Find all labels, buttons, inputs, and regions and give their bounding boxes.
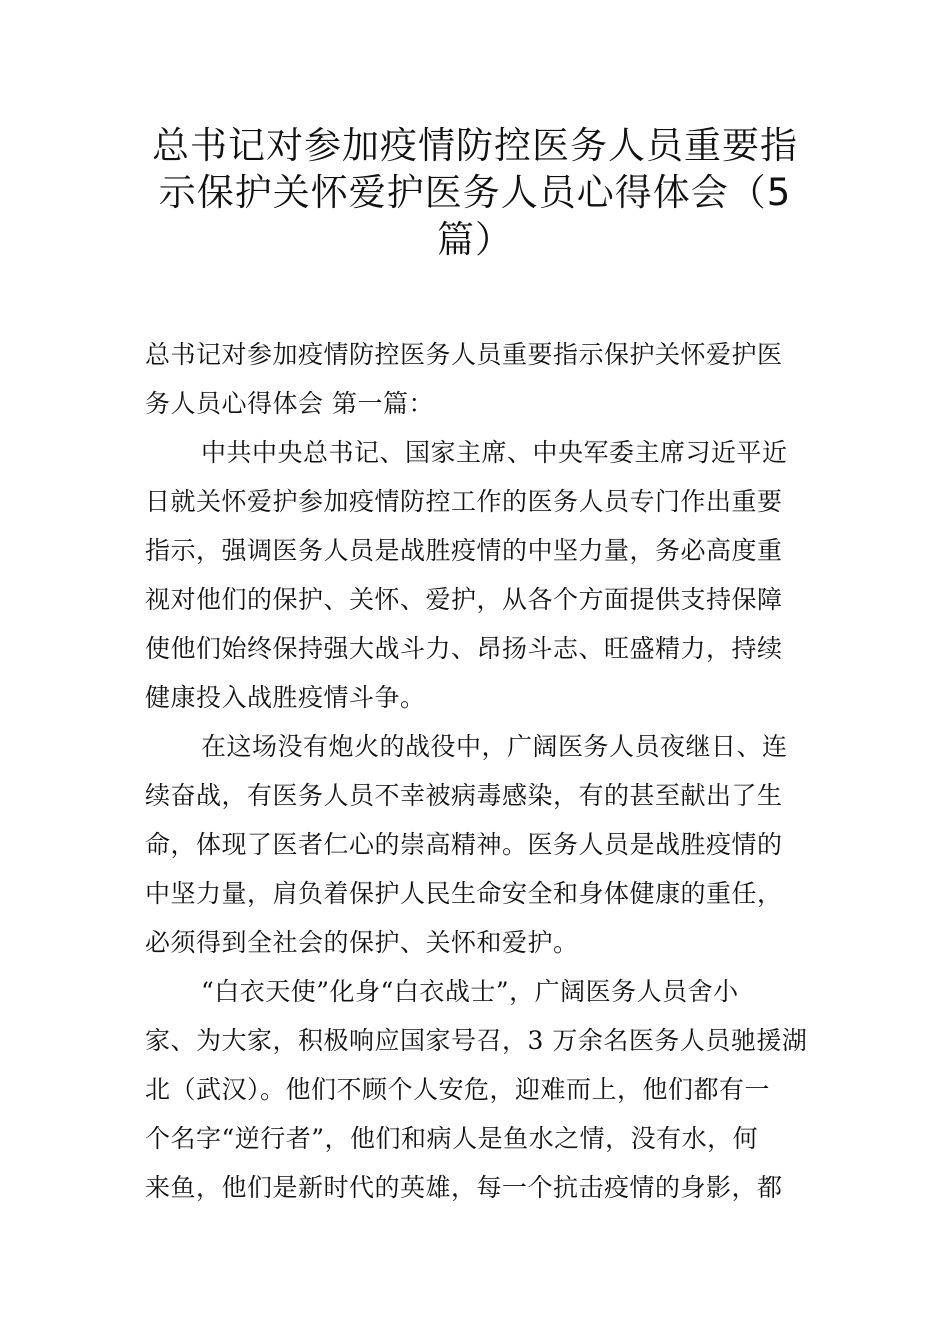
text-line: 视对他们的保护、关怀、爱护，从各个方面提供支持保障 [145,585,783,614]
text-line: 指示，强调医务人员是战胜疫情的中坚力量，务必高度重 [145,536,783,565]
document-body [145,330,810,1212]
body-paragraph [145,722,810,967]
text-line: 来鱼，他们是新时代的英雄，每一个抗击疫情的身影，都 [145,1173,783,1202]
body-paragraph [145,967,810,1212]
text-line: 命，体现了医者仁心的崇高精神。医务人员是战胜疫情的 [145,830,783,859]
text-line: 使他们始终保持强大战斗力、昂扬斗志、旺盛精力，持续 [145,634,783,663]
text-line: 健康投入战胜疫情斗争。 [145,683,426,712]
text-line: 务人员心得体会 第一篇： [145,389,434,418]
text-line: 中坚力量，肩负着保护人民生命安全和身体健康的重任， [145,879,783,908]
title-line: 总书记对参加疫情防控医务人员重要指 [152,124,798,167]
text-line: 日就关怀爱护参加疫情防控工作的医务人员专门作出重要 [145,487,783,516]
text-line: 总书记对参加疫情防控医务人员重要指示保护关怀爱护医 [145,340,783,369]
body-paragraph [145,428,810,722]
text-line: 北（武汉）。他们不顾个人安危，迎难而上，他们都有一 [145,1075,771,1104]
title-line: 示保护关怀爱护医务人员心得体会（5 [158,171,792,214]
text-line: 个名字“逆行者”，他们和病人是鱼水之情，没有水，何 [145,1124,759,1153]
text-line: 续奋战，有医务人员不幸被病毒感染，有的甚至献出了生 [145,781,783,810]
text-line: 中共中央总书记、国家主席、中央军委主席习近平近 [201,438,788,467]
text-line: 家、为大家，积极响应国家号召，3 万余名医务人员驰援湖 [145,1026,808,1055]
text-line: 必须得到全社会的保护、关怀和爱护。 [145,928,579,957]
title-line: 篇） [437,218,513,261]
document-title [140,122,810,263]
intro-paragraph [145,330,810,428]
text-line: “白衣天使”化身“白衣战士”，广阔医务人员舍小 [201,977,739,1006]
text-line: 在这场没有炮火的战役中，广阔医务人员夜继日、连 [201,732,788,761]
